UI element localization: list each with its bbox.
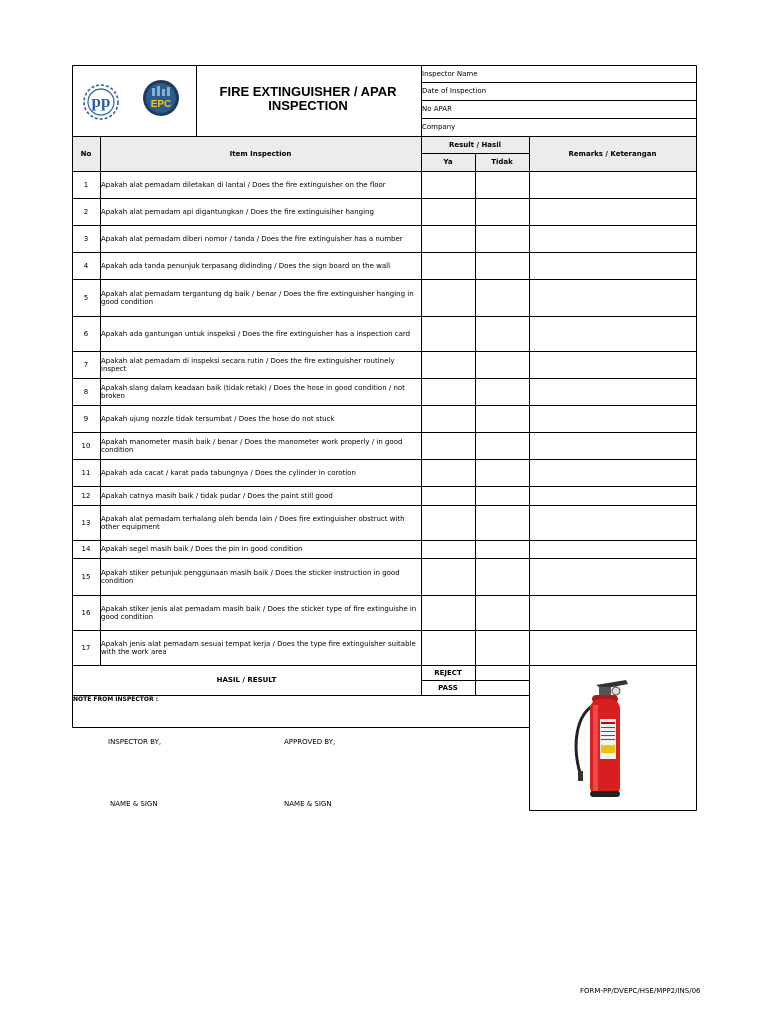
row-item-text: Apakah ujung nozzle tidak tersumbat / Does the hose do not stuck [101, 414, 335, 423]
row-number: 2 [83, 207, 89, 216]
row-number: 10 [81, 441, 91, 450]
row-number: 13 [81, 518, 91, 527]
col-header-item: Item Inspection [229, 149, 292, 158]
inspector-name-sign: NAME & SIGN [110, 800, 158, 808]
row-item-text: Apakah ada tanda penunjuk terpasang didinding / Does the sign board on the wall [101, 261, 391, 270]
col-header-result: Result / Hasil [448, 140, 501, 149]
row-item-text: Apakah alat pemadam diletakan di lantai / Does the fire extinguisher on the floor [101, 180, 386, 189]
col-header-tidak: Tidak [491, 158, 513, 166]
row-number: 8 [83, 387, 89, 396]
row-item-text: Apakah alat pemadam di inspeksi secara rutin / Does the fire extinguisher routinely inspect [101, 356, 395, 373]
row-number: 15 [81, 572, 91, 581]
col-header-ya: Ya [443, 158, 453, 166]
row-number: 6 [83, 329, 89, 338]
row-item-text: Apakah alat pemadam diberi nomor / tanda / Does the fire extinguisher has a number [101, 234, 403, 243]
reject-label[interactable]: REJECT [434, 668, 462, 677]
epc-logo-text: EPC [150, 98, 172, 110]
row-item-text: Apakah alat pemadam tergantung dg baik / benar / Does the fire extinguisher hanging in good condition [101, 289, 414, 306]
row-item-text: Apakah slang dalam keadaan baik (tidak retak) / Does the hose in good condition / not broken [101, 383, 405, 400]
field-company[interactable]: Company [422, 123, 456, 131]
row-item-text: Apakah alat pemadam terhalang oleh benda lain / Does fire extinguisher obstruct with other equipment [101, 514, 405, 531]
field-date-of-inspection[interactable]: Date of Inspection [422, 87, 487, 95]
row-number: 14 [81, 545, 91, 553]
row-number: 12 [81, 491, 91, 500]
row-number: 1 [83, 180, 89, 189]
note-from-inspector-label[interactable]: NOTE FROM INSPECTOR : [73, 696, 159, 703]
row-number: 7 [83, 360, 89, 369]
inspector-by-label: INSPECTOR BY, [108, 738, 162, 746]
row-item-text: Apakah stiker petunjuk penggunaan masih baik / Does the sticker instruction in good condition [101, 568, 400, 585]
row-number: 9 [83, 414, 89, 423]
row-item-text: Apakah ada cacat / karat pada tabungnya / Does the cylinder in corotion [101, 468, 356, 477]
col-header-no: No [80, 149, 92, 158]
row-number: 17 [81, 643, 91, 652]
row-item-text: Apakah jenis alat pemadam sesuai tempat kerja / Does the type fire extinguisher suitable with the work area [101, 639, 416, 656]
row-item-text: Apakah ada gantungan untuk inspeksi / Does the fire extinguisher has a inspection card [101, 329, 411, 338]
pass-label[interactable]: PASS [438, 683, 458, 692]
title-line-2: INSPECTION [268, 98, 348, 113]
row-number: 4 [83, 261, 89, 270]
field-inspector-name[interactable]: Inspector Name [422, 70, 478, 78]
field-no-apar[interactable]: No APAR [422, 105, 452, 113]
row-number: 11 [81, 468, 91, 477]
row-number: 3 [83, 234, 89, 243]
row-number: 16 [81, 608, 91, 617]
pp-logo-text: pp [91, 92, 111, 111]
row-item-text: Apakah catnya masih baik / tidak pudar / Does the paint still good [101, 491, 333, 500]
form-code: FORM-PP/DVEPC/HSE/MPP2/INS/06 [580, 987, 701, 995]
row-item-text: Apakah alat pemadam api digantungkan / Does the fire extinguisiher hanging [101, 207, 374, 216]
result-label: HASIL / RESULT [216, 676, 277, 684]
title-line-1: FIRE EXTINGUISHER / APAR [219, 84, 397, 99]
col-header-remarks: Remarks / Keterangan [568, 149, 657, 158]
row-item-text: Apakah stiker jenis alat pemadam masih baik / Does the sticker type of fire extinguishe in good condition [101, 604, 417, 621]
row-item-text: Apakah segel masih baik / Does the pin in good condition [101, 545, 303, 553]
row-item-text: Apakah manometer masih baik / benar / Does the manometer work properly / in good condition [101, 437, 403, 454]
approved-by-label: APPROVED BY, [284, 738, 336, 746]
row-number: 5 [83, 293, 89, 302]
approver-name-sign: NAME & SIGN [284, 800, 332, 808]
